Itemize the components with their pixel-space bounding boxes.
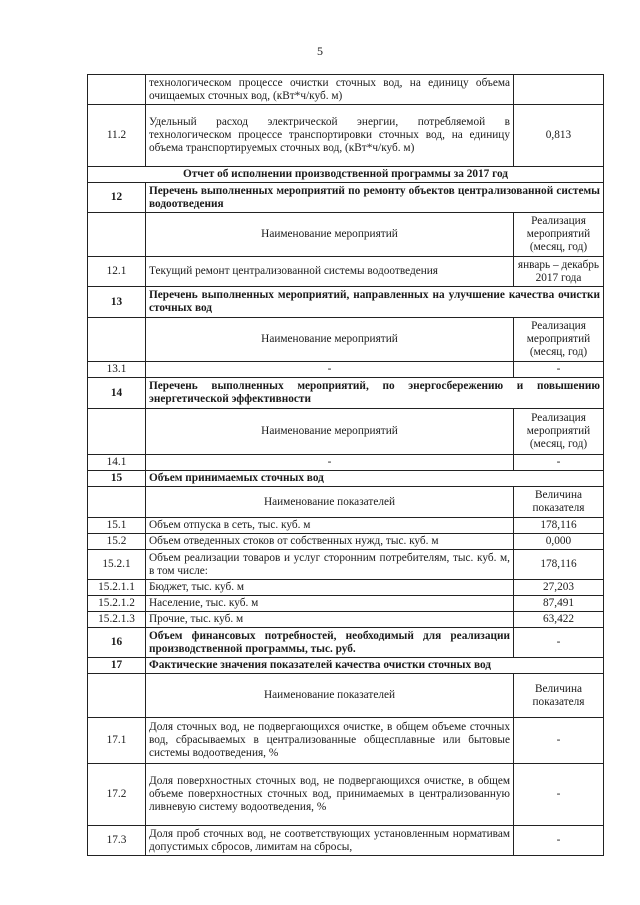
section-number: 13: [88, 287, 146, 318]
column-header-name: Наименование показателей: [146, 487, 514, 518]
section-row: [88, 287, 604, 318]
report-table: [87, 74, 604, 856]
section-number: 17: [88, 658, 146, 674]
row-number: [88, 674, 146, 718]
row-text: Бюджет, тыс. куб. м: [146, 580, 514, 596]
row-number: 15.2.1.1: [88, 580, 146, 596]
row-number: 15.2.1: [88, 550, 146, 580]
row-text: -: [146, 455, 514, 471]
row-number: 14.1: [88, 455, 146, 471]
row-value: 87,491: [514, 596, 604, 612]
row-text: Прочие, тыс. куб. м: [146, 612, 514, 628]
row-text: Доля сточных вод, не подвергающихся очистке, в общем объеме сточных вод, сбрасываемых в централизованные общесплавные или бытовые системы водоотведения, %: [146, 718, 514, 764]
table-row: [88, 105, 604, 167]
row-value: [514, 75, 604, 105]
row-number: [88, 75, 146, 105]
row-number: [88, 487, 146, 518]
column-header-name: Наименование мероприятий: [146, 213, 514, 257]
row-value: -: [514, 362, 604, 378]
column-header-row: [88, 213, 604, 257]
row-number: [88, 318, 146, 362]
column-header-row: [88, 409, 604, 455]
row-value: -: [514, 826, 604, 856]
row-value: 27,203: [514, 580, 604, 596]
row-value: 178,116: [514, 518, 604, 534]
row-number: [88, 409, 146, 455]
row-value: -: [514, 718, 604, 764]
column-header-value: Величина показателя: [514, 487, 604, 518]
row-text: Объем реализации товаров и услуг сторонним потребителям, тыс. куб. м, в том числе:: [146, 550, 514, 580]
section-heading-row: [88, 167, 604, 183]
row-value: 178,116: [514, 550, 604, 580]
row-number: 17.3: [88, 826, 146, 856]
column-header-name: Наименование показателей: [146, 674, 514, 718]
row-number: 12.1: [88, 257, 146, 287]
row-number: 17.2: [88, 764, 146, 826]
row-text: Доля поверхностных сточных вод, не подвергающихся очистке, в общем объеме поверхностных сточных вод, принимаемых в централизованную ливневую систему водоотведения, %: [146, 764, 514, 826]
column-header-value: Реализация мероприятий (месяц, год): [514, 409, 604, 455]
section-value: -: [514, 628, 604, 658]
row-number: 15.2.1.3: [88, 612, 146, 628]
section-title: Объем финансовых потребностей, необходимый для реализации производственной программы, тыс. руб.: [146, 628, 514, 658]
section-row: [88, 378, 604, 409]
table-row: [88, 596, 604, 612]
row-value: 0,813: [514, 105, 604, 167]
row-number: 17.1: [88, 718, 146, 764]
row-text: Население, тыс. куб. м: [146, 596, 514, 612]
row-number: 15.1: [88, 518, 146, 534]
row-text: Доля проб сточных вод, не соответствующих установленным нормативам допустимых сбросов, лимитам на сбросы,: [146, 826, 514, 856]
column-header-row: [88, 674, 604, 718]
report-table-body: [88, 75, 604, 856]
column-header-name: Наименование мероприятий: [146, 318, 514, 362]
column-header-name: Наименование мероприятий: [146, 409, 514, 455]
row-value: 63,422: [514, 612, 604, 628]
row-text: Удельный расход электрической энергии, потребляемой в технологическом процессе транспортировки сточных вод, на единицу объема транспортируемых сточных вод, (кВт*ч/куб. м): [146, 105, 514, 167]
section-heading: Отчет об исполнении производственной программы за 2017 год: [88, 167, 604, 183]
section-row: [88, 628, 604, 658]
table-row: [88, 362, 604, 378]
row-value: -: [514, 764, 604, 826]
row-number: 15.2.1.2: [88, 596, 146, 612]
table-row: [88, 580, 604, 596]
row-value: 0,000: [514, 534, 604, 550]
section-title: Перечень выполненных мероприятий по ремонту объектов централизованной системы водоотведения: [146, 183, 604, 213]
section-row: [88, 658, 604, 674]
column-header-row: [88, 487, 604, 518]
row-number: 11.2: [88, 105, 146, 167]
section-number: 14: [88, 378, 146, 409]
table-row: [88, 455, 604, 471]
table-row: [88, 718, 604, 764]
row-number: 15.2: [88, 534, 146, 550]
row-value: январь – декабрь 2017 года: [514, 257, 604, 287]
section-number: 12: [88, 183, 146, 213]
row-text: технологическом процессе очистки сточных вод, на единицу объема очищаемых сточных вод, (кВт*ч/куб. м): [146, 75, 514, 105]
column-header-value: Реализация мероприятий (месяц, год): [514, 213, 604, 257]
row-text: Объем отпуска в сеть, тыс. куб. м: [146, 518, 514, 534]
table-row: [88, 75, 604, 105]
column-header-value: Величина показателя: [514, 674, 604, 718]
row-value: -: [514, 455, 604, 471]
row-number: 13.1: [88, 362, 146, 378]
table-row: [88, 764, 604, 826]
section-row: [88, 183, 604, 213]
table-row: [88, 550, 604, 580]
section-row: [88, 471, 604, 487]
page-number: 5: [317, 44, 323, 58]
column-header-row: [88, 318, 604, 362]
table-row: [88, 612, 604, 628]
section-title: Перечень выполненных мероприятий, направленных на улучшение качества очистки сточных вод: [146, 287, 604, 318]
section-title: Фактические значения показателей качества очистки сточных вод: [146, 658, 604, 674]
section-title: Перечень выполненных мероприятий, по энергосбережению и повышению энергетической эффективности: [146, 378, 604, 409]
table-row: [88, 518, 604, 534]
row-text: Объем отведенных стоков от собственных нужд, тыс. куб. м: [146, 534, 514, 550]
table-row: [88, 534, 604, 550]
table-row: [88, 257, 604, 287]
section-number: 15: [88, 471, 146, 487]
row-text: -: [146, 362, 514, 378]
row-number: [88, 213, 146, 257]
section-number: 16: [88, 628, 146, 658]
row-text: Текущий ремонт централизованной системы водоотведения: [146, 257, 514, 287]
column-header-value: Реализация мероприятий (месяц, год): [514, 318, 604, 362]
table-row: [88, 826, 604, 856]
section-title: Объем принимаемых сточных вод: [146, 471, 604, 487]
